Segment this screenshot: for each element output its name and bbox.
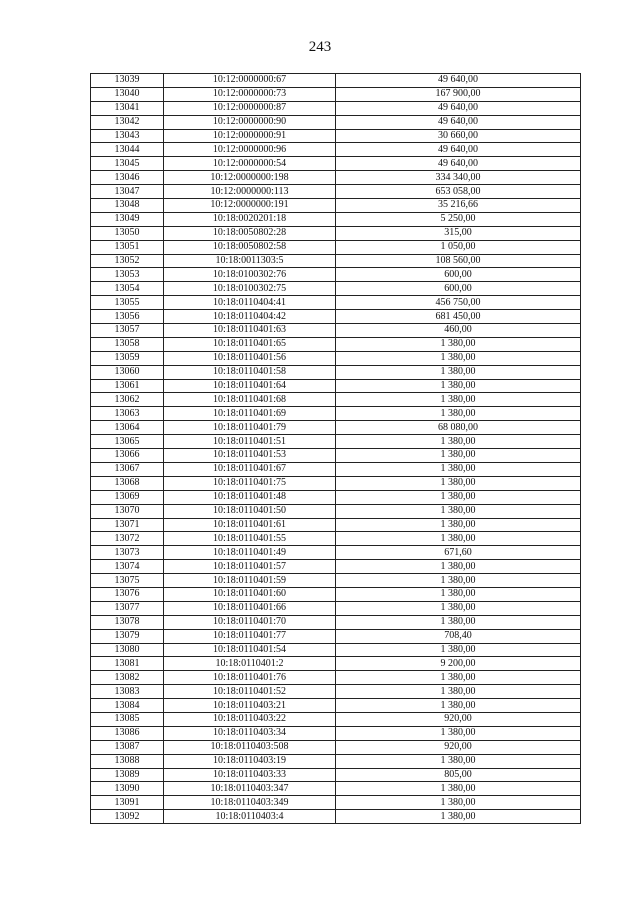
row-number-cell: 13066 — [91, 449, 164, 463]
amount-cell: 1 380,00 — [336, 810, 581, 824]
cadastral-number-cell: 10:18:0110404:41 — [164, 296, 336, 310]
page-number: 243 — [308, 39, 332, 55]
row-number-cell: 13059 — [91, 351, 164, 365]
amount-cell: 49 640,00 — [336, 115, 581, 129]
table-row — [91, 87, 581, 101]
amount-cell: 1 380,00 — [336, 601, 581, 615]
cadastral-number-cell: 10:18:0110401:58 — [164, 365, 336, 379]
table-row — [91, 282, 581, 296]
amount-cell: 1 380,00 — [336, 574, 581, 588]
row-number-cell: 13070 — [91, 504, 164, 518]
registry-table-body — [91, 74, 581, 824]
table-row — [91, 435, 581, 449]
row-number-cell: 13087 — [91, 740, 164, 754]
amount-cell: 108 560,00 — [336, 254, 581, 268]
cadastral-number-cell: 10:18:0110403:347 — [164, 782, 336, 796]
cadastral-number-cell: 10:12:0000000:87 — [164, 101, 336, 115]
row-number-cell: 13075 — [91, 574, 164, 588]
row-number-cell: 13083 — [91, 685, 164, 699]
row-number-cell: 13092 — [91, 810, 164, 824]
table-row — [91, 379, 581, 393]
amount-cell: 1 380,00 — [336, 476, 581, 490]
amount-cell: 315,00 — [336, 226, 581, 240]
table-row — [91, 115, 581, 129]
row-number-cell: 13069 — [91, 490, 164, 504]
cadastral-number-cell: 10:12:0000000:90 — [164, 115, 336, 129]
amount-cell: 1 050,00 — [336, 240, 581, 254]
amount-cell: 456 750,00 — [336, 296, 581, 310]
amount-cell: 1 380,00 — [336, 671, 581, 685]
cadastral-number-cell: 10:18:0110403:21 — [164, 699, 336, 713]
table-row — [91, 129, 581, 143]
amount-cell: 1 380,00 — [336, 615, 581, 629]
row-number-cell: 13086 — [91, 726, 164, 740]
table-row — [91, 212, 581, 226]
table-row — [91, 546, 581, 560]
cadastral-number-cell: 10:18:0110401:55 — [164, 532, 336, 546]
row-number-cell: 13063 — [91, 407, 164, 421]
amount-cell: 920,00 — [336, 712, 581, 726]
amount-cell: 1 380,00 — [336, 560, 581, 574]
table-row — [91, 574, 581, 588]
amount-cell: 35 216,66 — [336, 199, 581, 213]
amount-cell: 49 640,00 — [336, 143, 581, 157]
table-row — [91, 796, 581, 810]
cadastral-number-cell: 10:18:0100302:75 — [164, 282, 336, 296]
cadastral-number-cell: 10:18:0110401:54 — [164, 643, 336, 657]
cadastral-number-cell: 10:18:0110401:68 — [164, 393, 336, 407]
cadastral-number-cell: 10:18:0110403:33 — [164, 768, 336, 782]
cadastral-number-cell: 10:18:0110403:34 — [164, 726, 336, 740]
amount-cell: 1 380,00 — [336, 504, 581, 518]
cadastral-number-cell: 10:18:0110401:57 — [164, 560, 336, 574]
table-row — [91, 143, 581, 157]
amount-cell: 1 380,00 — [336, 754, 581, 768]
amount-cell: 1 380,00 — [336, 365, 581, 379]
row-number-cell: 13057 — [91, 324, 164, 338]
cadastral-number-cell: 10:18:0110401:56 — [164, 351, 336, 365]
row-number-cell: 13088 — [91, 754, 164, 768]
amount-cell: 681 450,00 — [336, 310, 581, 324]
amount-cell: 805,00 — [336, 768, 581, 782]
row-number-cell: 13084 — [91, 699, 164, 713]
amount-cell: 708,40 — [336, 629, 581, 643]
row-number-cell: 13065 — [91, 435, 164, 449]
amount-cell: 1 380,00 — [336, 782, 581, 796]
row-number-cell: 13058 — [91, 337, 164, 351]
table-row — [91, 171, 581, 185]
cadastral-number-cell: 10:18:0110401:53 — [164, 449, 336, 463]
cadastral-number-cell: 10:12:0000000:113 — [164, 185, 336, 199]
table-row — [91, 712, 581, 726]
row-number-cell: 13078 — [91, 615, 164, 629]
row-number-cell: 13040 — [91, 87, 164, 101]
table-row — [91, 407, 581, 421]
table-row — [91, 74, 581, 88]
row-number-cell: 13079 — [91, 629, 164, 643]
cadastral-number-cell: 10:18:0110401:48 — [164, 490, 336, 504]
amount-cell: 30 660,00 — [336, 129, 581, 143]
table-row — [91, 560, 581, 574]
table-row — [91, 337, 581, 351]
amount-cell: 1 380,00 — [336, 393, 581, 407]
row-number-cell: 13072 — [91, 532, 164, 546]
row-number-cell: 13090 — [91, 782, 164, 796]
amount-cell: 49 640,00 — [336, 157, 581, 171]
table-row — [91, 310, 581, 324]
cadastral-number-cell: 10:18:0110401:52 — [164, 685, 336, 699]
cadastral-number-cell: 10:18:0110401:79 — [164, 421, 336, 435]
cadastral-number-cell: 10:18:0110401:2 — [164, 657, 336, 671]
table-row — [91, 782, 581, 796]
cadastral-number-cell: 10:18:0110401:49 — [164, 546, 336, 560]
amount-cell: 1 380,00 — [336, 532, 581, 546]
cadastral-number-cell: 10:18:0110403:349 — [164, 796, 336, 810]
row-number-cell: 13042 — [91, 115, 164, 129]
row-number-cell: 13068 — [91, 476, 164, 490]
cadastral-number-cell: 10:18:0110401:59 — [164, 574, 336, 588]
amount-cell: 600,00 — [336, 282, 581, 296]
row-number-cell: 13050 — [91, 226, 164, 240]
amount-cell: 1 380,00 — [336, 685, 581, 699]
cadastral-number-cell: 10:18:0110401:76 — [164, 671, 336, 685]
row-number-cell: 13043 — [91, 129, 164, 143]
amount-cell: 1 380,00 — [336, 490, 581, 504]
row-number-cell: 13061 — [91, 379, 164, 393]
table-row — [91, 268, 581, 282]
row-number-cell: 13045 — [91, 157, 164, 171]
row-number-cell: 13085 — [91, 712, 164, 726]
cadastral-number-cell: 10:18:0110403:508 — [164, 740, 336, 754]
cadastral-number-cell: 10:12:0000000:96 — [164, 143, 336, 157]
row-number-cell: 13074 — [91, 560, 164, 574]
row-number-cell: 13054 — [91, 282, 164, 296]
registry-table — [90, 73, 581, 824]
row-number-cell: 13047 — [91, 185, 164, 199]
cadastral-number-cell: 10:18:0050802:58 — [164, 240, 336, 254]
cadastral-number-cell: 10:18:0110403:4 — [164, 810, 336, 824]
cadastral-number-cell: 10:18:0110401:75 — [164, 476, 336, 490]
row-number-cell: 13089 — [91, 768, 164, 782]
table-row — [91, 421, 581, 435]
amount-cell: 167 900,00 — [336, 87, 581, 101]
cadastral-number-cell: 10:18:0110401:50 — [164, 504, 336, 518]
row-number-cell: 13067 — [91, 462, 164, 476]
table-row — [91, 671, 581, 685]
row-number-cell: 13051 — [91, 240, 164, 254]
cadastral-number-cell: 10:12:0000000:198 — [164, 171, 336, 185]
row-number-cell: 13091 — [91, 796, 164, 810]
amount-cell: 1 380,00 — [336, 518, 581, 532]
amount-cell: 1 380,00 — [336, 379, 581, 393]
table-row — [91, 657, 581, 671]
table-row — [91, 240, 581, 254]
cadastral-number-cell: 10:18:0020201:18 — [164, 212, 336, 226]
table-row — [91, 615, 581, 629]
table-row — [91, 254, 581, 268]
row-number-cell: 13076 — [91, 587, 164, 601]
cadastral-number-cell: 10:18:0110401:65 — [164, 337, 336, 351]
amount-cell: 1 380,00 — [336, 699, 581, 713]
table-row — [91, 449, 581, 463]
cadastral-number-cell: 10:18:0110401:61 — [164, 518, 336, 532]
cadastral-number-cell: 10:18:0110401:67 — [164, 462, 336, 476]
amount-cell: 653 058,00 — [336, 185, 581, 199]
table-row — [91, 532, 581, 546]
amount-cell: 1 380,00 — [336, 435, 581, 449]
table-row — [91, 351, 581, 365]
table-row — [91, 365, 581, 379]
amount-cell: 68 080,00 — [336, 421, 581, 435]
row-number-cell: 13080 — [91, 643, 164, 657]
table-row — [91, 810, 581, 824]
row-number-cell: 13048 — [91, 199, 164, 213]
table-row — [91, 157, 581, 171]
amount-cell: 334 340,00 — [336, 171, 581, 185]
row-number-cell: 13073 — [91, 546, 164, 560]
amount-cell: 1 380,00 — [336, 462, 581, 476]
row-number-cell: 13039 — [91, 74, 164, 88]
cadastral-number-cell: 10:18:0110401:51 — [164, 435, 336, 449]
row-number-cell: 13062 — [91, 393, 164, 407]
table-row — [91, 601, 581, 615]
cadastral-number-cell: 10:18:0110401:64 — [164, 379, 336, 393]
amount-cell: 49 640,00 — [336, 74, 581, 88]
table-row — [91, 699, 581, 713]
cadastral-number-cell: 10:18:0110401:60 — [164, 587, 336, 601]
amount-cell: 1 380,00 — [336, 351, 581, 365]
cadastral-number-cell: 10:12:0000000:191 — [164, 199, 336, 213]
cadastral-number-cell: 10:18:0110401:77 — [164, 629, 336, 643]
cadastral-number-cell: 10:18:0011303:5 — [164, 254, 336, 268]
amount-cell: 600,00 — [336, 268, 581, 282]
row-number-cell: 13064 — [91, 421, 164, 435]
amount-cell: 9 200,00 — [336, 657, 581, 671]
row-number-cell: 13041 — [91, 101, 164, 115]
cadastral-number-cell: 10:18:0110401:63 — [164, 324, 336, 338]
row-number-cell: 13081 — [91, 657, 164, 671]
table-row — [91, 462, 581, 476]
cadastral-number-cell: 10:18:0110404:42 — [164, 310, 336, 324]
table-row — [91, 518, 581, 532]
table-row — [91, 504, 581, 518]
table-row — [91, 393, 581, 407]
table-row — [91, 296, 581, 310]
table-row — [91, 476, 581, 490]
table-row — [91, 199, 581, 213]
table-row — [91, 185, 581, 199]
cadastral-number-cell: 10:18:0110401:69 — [164, 407, 336, 421]
amount-cell: 1 380,00 — [336, 337, 581, 351]
cadastral-number-cell: 10:18:0110401:66 — [164, 601, 336, 615]
amount-cell: 671,60 — [336, 546, 581, 560]
cadastral-number-cell: 10:18:0110403:22 — [164, 712, 336, 726]
amount-cell: 5 250,00 — [336, 212, 581, 226]
row-number-cell: 13053 — [91, 268, 164, 282]
table-row — [91, 754, 581, 768]
amount-cell: 1 380,00 — [336, 587, 581, 601]
row-number-cell: 13082 — [91, 671, 164, 685]
table-row — [91, 587, 581, 601]
table-row — [91, 768, 581, 782]
cadastral-number-cell: 10:12:0000000:91 — [164, 129, 336, 143]
cadastral-number-cell: 10:12:0000000:54 — [164, 157, 336, 171]
cadastral-number-cell: 10:18:0050802:28 — [164, 226, 336, 240]
amount-cell: 1 380,00 — [336, 449, 581, 463]
table-row — [91, 101, 581, 115]
cadastral-number-cell: 10:18:0100302:76 — [164, 268, 336, 282]
cadastral-number-cell: 10:18:0110401:70 — [164, 615, 336, 629]
table-row — [91, 740, 581, 754]
table-row — [91, 685, 581, 699]
row-number-cell: 13049 — [91, 212, 164, 226]
amount-cell: 49 640,00 — [336, 101, 581, 115]
amount-cell: 460,00 — [336, 324, 581, 338]
amount-cell: 1 380,00 — [336, 796, 581, 810]
row-number-cell: 13077 — [91, 601, 164, 615]
row-number-cell: 13071 — [91, 518, 164, 532]
row-number-cell: 13055 — [91, 296, 164, 310]
table-row — [91, 490, 581, 504]
row-number-cell: 13056 — [91, 310, 164, 324]
table-row — [91, 643, 581, 657]
row-number-cell: 13052 — [91, 254, 164, 268]
amount-cell: 1 380,00 — [336, 643, 581, 657]
cadastral-number-cell: 10:12:0000000:73 — [164, 87, 336, 101]
table-row — [91, 324, 581, 338]
row-number-cell: 13046 — [91, 171, 164, 185]
table-row — [91, 629, 581, 643]
cadastral-number-cell: 10:18:0110403:19 — [164, 754, 336, 768]
row-number-cell: 13044 — [91, 143, 164, 157]
table-row — [91, 226, 581, 240]
cadastral-number-cell: 10:12:0000000:67 — [164, 74, 336, 88]
amount-cell: 920,00 — [336, 740, 581, 754]
amount-cell: 1 380,00 — [336, 726, 581, 740]
amount-cell: 1 380,00 — [336, 407, 581, 421]
row-number-cell: 13060 — [91, 365, 164, 379]
table-row — [91, 726, 581, 740]
